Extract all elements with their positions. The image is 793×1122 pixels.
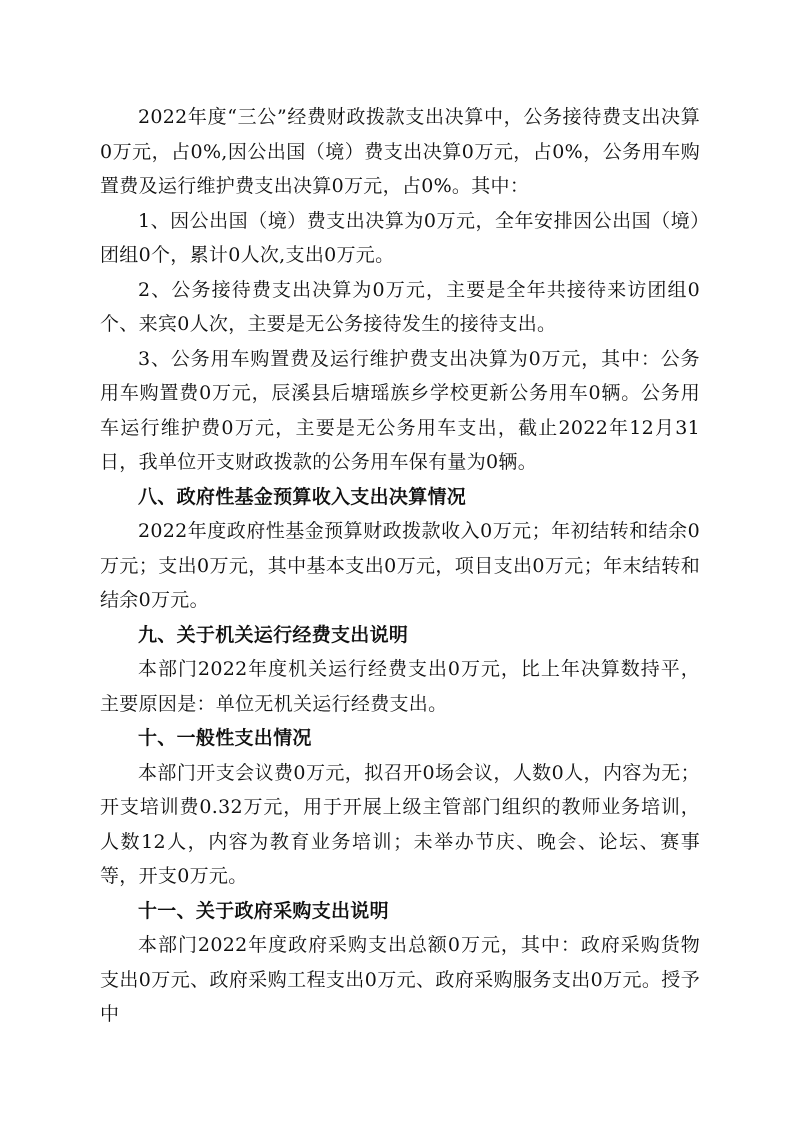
section-heading-general-expenses: 十、一般性支出情况 [138, 727, 312, 749]
section-heading-government-fund: 八、政府性基金预算收入支出决算情况 [138, 485, 467, 508]
paragraph-official-vehicles: 3、公务用车购置费及运行维护费支出决算为0万元，其中：公务用车购置费0万元，辰溪县后塘瑶族乡学校更新公务用车0辆。公务用车运行维护费0万元，主要是无公务用车支出，截止2022年12月31日，我单位开支财政拨款的公务用车保有量为0辆。 [100, 347, 700, 473]
paragraph-procurement: 本部门2022年度政府采购支出总额0万元，其中：政府采购货物支出0万元、政府采购工程支出0万元、政府采购服务支出0万元。授予中 [100, 934, 700, 1025]
paragraph-official-reception: 2、公务接待费支出决算为0万元，主要是全年共接待来访团组0个、来宾0人次，主要是无公务接待发生的接待支出。 [100, 278, 700, 335]
paragraph-overseas-travel: 1、因公出国（境）费支出决算为0万元，全年安排因公出国（境）团组0个，累计0人次,支出0万元。 [100, 209, 700, 266]
section-heading-procurement: 十一、关于政府采购支出说明 [138, 899, 389, 922]
paragraph-three-public-summary: 2022年度“三公”经费财政拨款支出决算中，公务接待费支出决算0万元，占0%,因公出国（境）费支出决算0万元，占0%，公务用车购置费及运行维护费支出决算0万元，占0%。其中： [100, 106, 700, 197]
paragraph-government-fund: 2022年度政府性基金预算财政拨款收入0万元；年初结转和结余0万元；支出0万元，其中基本支出0万元，项目支出0万元；年末结转和结余0万元。 [100, 520, 700, 611]
paragraph-operating-expenses: 本部门2022年度机关运行经费支出0万元，比上年决算数持平，主要原因是：单位无机关运行经费支出。 [100, 658, 700, 715]
paragraph-general-expenses: 本部门开支会议费0万元，拟召开0场会议，人数0人，内容为无；开支培训费0.32万元，用于开展上级主管部门组织的教师业务培训，人数12人，内容为教育业务培训；未举办节庆、晚会、论坛、赛事等，开支0万元。 [100, 761, 700, 887]
section-heading-operating-expenses: 九、关于机关运行经费支出说明 [138, 623, 409, 646]
document-page [100, 100, 700, 1032]
